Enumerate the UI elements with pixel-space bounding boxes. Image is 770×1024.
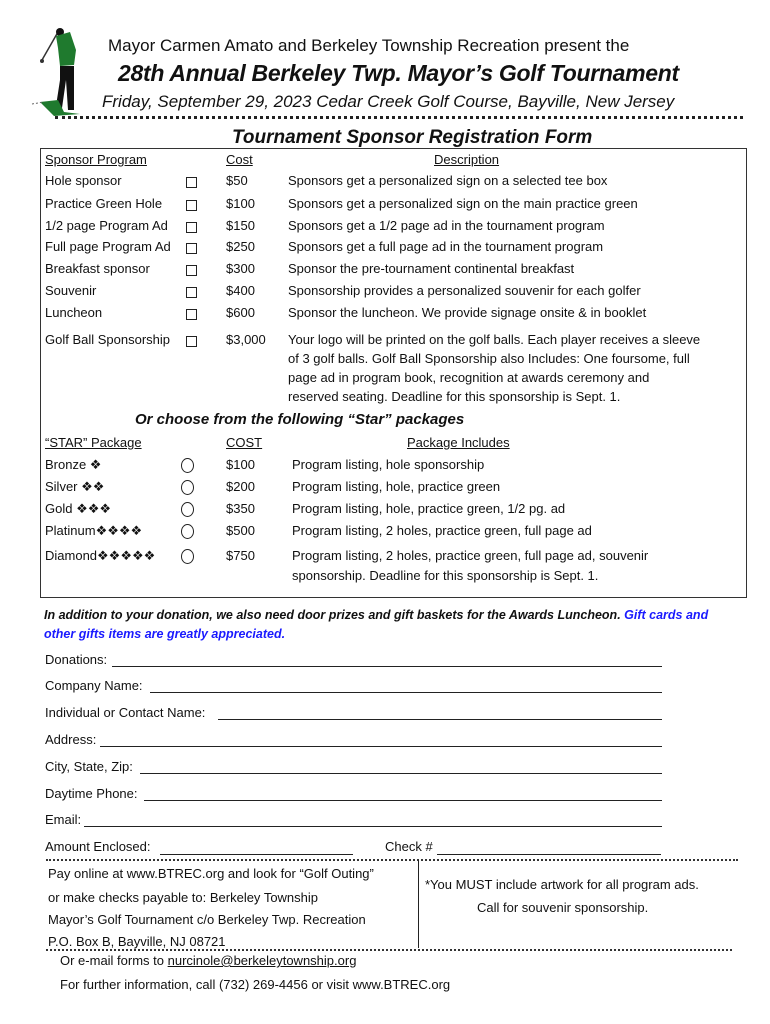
check-label: Check # [385, 839, 433, 854]
form-field-input[interactable] [100, 746, 662, 747]
sponsor-description: Sponsorship provides a personalized souvenir for each golfer [288, 283, 641, 298]
form-field-label: Individual or Contact Name: [45, 705, 206, 720]
sponsor-cost: $100 [226, 196, 255, 211]
sponsor-checkbox[interactable] [186, 336, 197, 347]
souvenir-note: Call for souvenir sponsorship. [477, 900, 649, 915]
note-highlight: Gift cards and other gifts items are greatly appreciated. [44, 608, 709, 641]
artwork-note: *You MUST include artwork for all program ads. [425, 877, 699, 892]
sponsor-cost: $150 [226, 218, 255, 233]
sponsor-checkbox[interactable] [186, 243, 197, 254]
form-field-input[interactable] [112, 666, 662, 667]
email-link[interactable]: nurcinole@berkeleytownship.org [167, 953, 357, 968]
email-prefix: Or e-mail forms to [60, 953, 168, 968]
date-location: Friday, September 29, 2023 Cedar Creek Golf Course, Bayville, New Jersey [102, 92, 675, 111]
sponsor-checkbox[interactable] [186, 200, 197, 211]
sponsor-description: Sponsors get a personalized sign on a selected tee box [288, 173, 608, 188]
payment-line: Mayor’s Golf Tournament c/o Berkeley Twp. Recreation [48, 912, 366, 927]
package-radio[interactable] [181, 480, 194, 495]
form-field-label: Daytime Phone: [45, 786, 138, 801]
package-cost: $100 [226, 457, 255, 472]
package-name: Gold ❖❖❖ [45, 501, 112, 516]
form-field-input[interactable] [218, 719, 662, 720]
package-cost: $500 [226, 523, 255, 538]
package-includes: Program listing, 2 holes, practice green, full page ad [292, 523, 592, 538]
form-field-input[interactable] [140, 773, 662, 774]
form-field-label: Email: [45, 812, 82, 827]
package-includes: sponsorship. Deadline for this sponsorship is Sept. 1. [292, 568, 599, 583]
package-radio[interactable] [181, 549, 194, 564]
package-radio[interactable] [181, 458, 194, 473]
sponsor-description: Your logo will be printed on the golf balls. Each player receives a sleeve [288, 332, 701, 347]
package-cost: $750 [226, 548, 255, 563]
package-cost: $350 [226, 501, 255, 516]
amount-label: Amount Enclosed: [45, 839, 151, 854]
sponsor-description: Sponsors get a full page ad in the tournament program [288, 239, 604, 254]
form-field-label: Company Name: [45, 678, 143, 693]
check-number-input[interactable] [437, 854, 661, 855]
sponsor-description: reserved seating. Deadline for this sponsorship is Sept. 1. [288, 389, 621, 404]
sponsor-checkbox[interactable] [186, 222, 197, 233]
sponsor-checkbox[interactable] [186, 177, 197, 188]
packages-subtitle: Or choose from the following “Star” packages [135, 411, 465, 428]
sponsor-program-name: Practice Green Hole [45, 196, 163, 211]
payment-line: P.O. Box B, Bayville, NJ 08721 [48, 934, 226, 949]
header-description: Description [434, 152, 500, 167]
form-field-label: Donations: [45, 652, 108, 667]
sponsor-checkbox[interactable] [186, 265, 197, 276]
package-name: Diamond❖❖❖❖❖ [45, 548, 156, 563]
donation-note [44, 606, 724, 644]
payment-line: Pay online at www.BTREC.org and look for “Golf Outing” [48, 866, 374, 881]
header-star-package: “STAR” Package [45, 435, 142, 450]
sponsor-checkbox[interactable] [186, 309, 197, 320]
payment-divider-top [46, 859, 738, 861]
sponsor-description: Sponsors get a personalized sign on the main practice green [288, 196, 638, 211]
header-cost: Cost [226, 152, 253, 167]
sponsor-program-name: Breakfast sponsor [45, 261, 150, 276]
event-title: 28th Annual Berkeley Twp. Mayor’s Golf Tournament [118, 60, 679, 86]
amount-input[interactable] [160, 854, 353, 855]
header-divider [55, 116, 743, 119]
package-includes: Program listing, hole sponsorship [292, 457, 485, 472]
package-name: Silver ❖❖ [45, 479, 105, 494]
info-line: For further information, call (732) 269-4456 or visit www.BTREC.org [60, 977, 451, 992]
sponsor-cost: $3,000 [226, 332, 266, 347]
package-includes: Program listing, 2 holes, practice green, full page ad, souvenir [292, 548, 649, 563]
form-field-input[interactable] [150, 692, 662, 693]
header-sponsor-program: Sponsor Program [45, 152, 147, 167]
sponsor-program-name: 1/2 page Program Ad [45, 218, 168, 233]
package-includes: Program listing, hole, practice green [292, 479, 501, 494]
note-text: In addition to your donation, we also need door prizes and gift baskets for the Awards Luncheon. [44, 608, 621, 622]
form-field-label: Address: [45, 732, 97, 747]
header-package-cost: COST [226, 435, 263, 450]
sponsor-cost: $400 [226, 283, 255, 298]
sponsor-description: Sponsors get a 1/2 page ad in the tournament program [288, 218, 605, 233]
header-package-includes: Package Includes [407, 435, 510, 450]
sponsor-cost: $600 [226, 305, 255, 320]
package-name: Bronze ❖ [45, 457, 102, 472]
sponsor-description: Sponsor the pre-tournament continental breakfast [288, 261, 575, 276]
package-radio[interactable] [181, 524, 194, 539]
payment-divider-bottom [46, 949, 732, 951]
form-field-input[interactable] [144, 800, 662, 801]
form-field-label: City, State, Zip: [45, 759, 133, 774]
payment-line: or make checks payable to: Berkeley Township [48, 890, 319, 905]
form-field-input[interactable] [84, 826, 662, 827]
sponsor-cost: $300 [226, 261, 255, 276]
form-title: Tournament Sponsor Registration Form [232, 127, 593, 148]
sponsor-description: of 3 golf balls. Golf Ball Sponsorship also Includes: One foursome, full [288, 351, 690, 366]
golfer-logo [30, 20, 90, 120]
sponsor-checkbox[interactable] [186, 287, 197, 298]
presenter-line: Mayor Carmen Amato and Berkeley Township Recreation present the [108, 36, 630, 55]
package-name: Platinum❖❖❖❖ [45, 523, 143, 538]
sponsor-cost: $50 [226, 173, 248, 188]
sponsor-cost: $250 [226, 239, 255, 254]
payment-divider-vertical [418, 860, 419, 948]
email-line [60, 953, 356, 968]
sponsor-description: Sponsor the luncheon. We provide signage onsite & in booklet [288, 305, 647, 320]
sponsor-program-name: Souvenir [45, 283, 97, 298]
sponsor-program-name: Luncheon [45, 305, 103, 320]
sponsor-program-name: Full page Program Ad [45, 239, 171, 254]
sponsor-description: page ad in program book, recognition at awards ceremony and [288, 370, 650, 385]
sponsor-program-name: Golf Ball Sponsorship [45, 332, 171, 347]
sponsor-program-name: Hole sponsor [45, 173, 122, 188]
package-radio[interactable] [181, 502, 194, 517]
package-cost: $200 [226, 479, 255, 494]
package-includes: Program listing, hole, practice green, 1/2 pg. ad [292, 501, 566, 516]
